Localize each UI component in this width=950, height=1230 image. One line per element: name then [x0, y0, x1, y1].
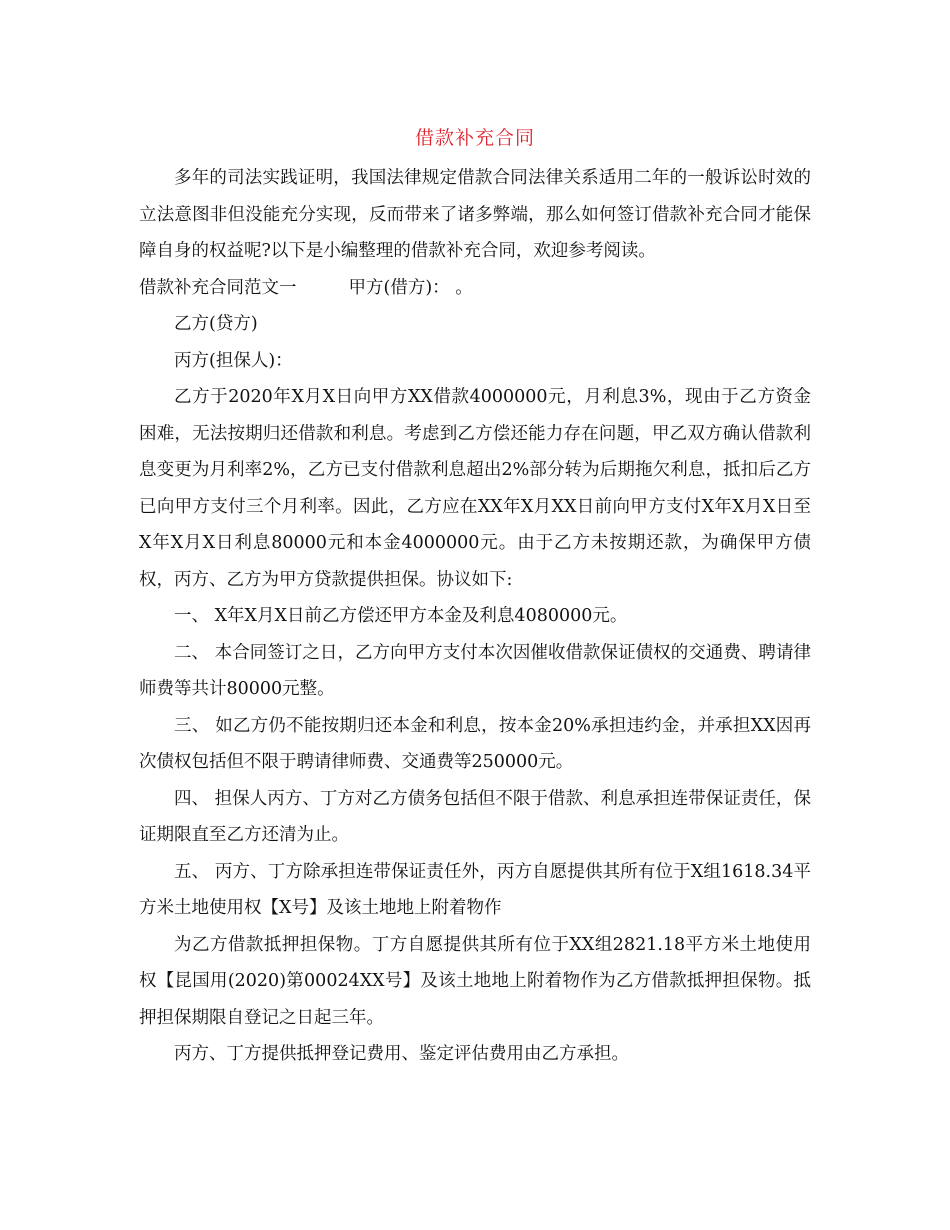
document-title: 借款补充合同	[414, 127, 535, 149]
document-body	[139, 160, 811, 1073]
clause-2: 二、 本合同签订之日，乙方向甲方支付本次因催收借款保证债权的交通费、聘请律师费等共计80000元整。	[139, 642, 811, 699]
party-b-line: 乙方(贷方)	[174, 314, 258, 334]
clause-preamble: 乙方于2020年X月X日向甲方XX借款4000000元，月利息3%，现由于乙方资金困难，无法按期归还借款和利息。考虑到乙方偿还能力存在问题，甲乙双方确认借款利息变更为月利率2%，乙方已支付借款利息超出2%部分转为后期拖欠利息，抵扣后乙方已向甲方支付三个月利率。因此，乙方应在XX年X月XX日前向甲方支付X年X月X日至X年X月X日利息80000元和本金4000000元。由于乙方未按期还款，为确保甲方债权，丙方、乙方为甲方贷款提供担保。协议如下:	[139, 387, 811, 590]
clause-5-continued: 为乙方借款抵押担保物。丁方自愿提供其所有位于XX组2821.18平方米土地使用权【昆国用(2020)第00024XX号】及该土地地上附着物作为乙方借款抵押担保物。抵押担保期限自登记之日起三年。	[139, 934, 811, 1028]
party-a-line: 甲方(借方)： 。	[348, 277, 473, 298]
intro-paragraph: 多年的司法实践证明，我国法律规定借款合同法律关系适用二年的一般诉讼时效的立法意图非但没能充分实现，反而带来了诸多弊端，那么如何签订借款补充合同才能保障自身的权益呢?以下是小编整理的借款补充合同，欢迎参考阅读。	[139, 168, 811, 261]
clause-5: 五、 丙方、丁方除承担连带保证责任外，丙方自愿提供其所有位于X组1618.34平方米土地使用权【X号】及该土地地上附着物作	[139, 861, 811, 918]
clause-fees: 丙方、丁方提供抵押登记费用、鉴定评估费用由乙方承担。	[174, 1044, 629, 1064]
party-c-line: 丙方(担保人)：	[174, 350, 293, 371]
clause-1: 一、 X年X月X日前乙方偿还甲方本金及利息4080000元。	[174, 606, 628, 626]
clause-4: 四、 担保人丙方、丁方对乙方债务包括但不限于借款、利息承担连带保证责任，保证期限直至乙方还清为止。	[139, 788, 811, 845]
sample-heading: 借款补充合同范文一	[139, 277, 297, 298]
clause-3: 三、 如乙方仍不能按期归还本金和利息，按本金20%承担违约金，并承担XX因再次债权包括但不限于聘请律师费、交通费等250000元。	[139, 715, 811, 772]
sample-heading-line	[139, 270, 811, 307]
